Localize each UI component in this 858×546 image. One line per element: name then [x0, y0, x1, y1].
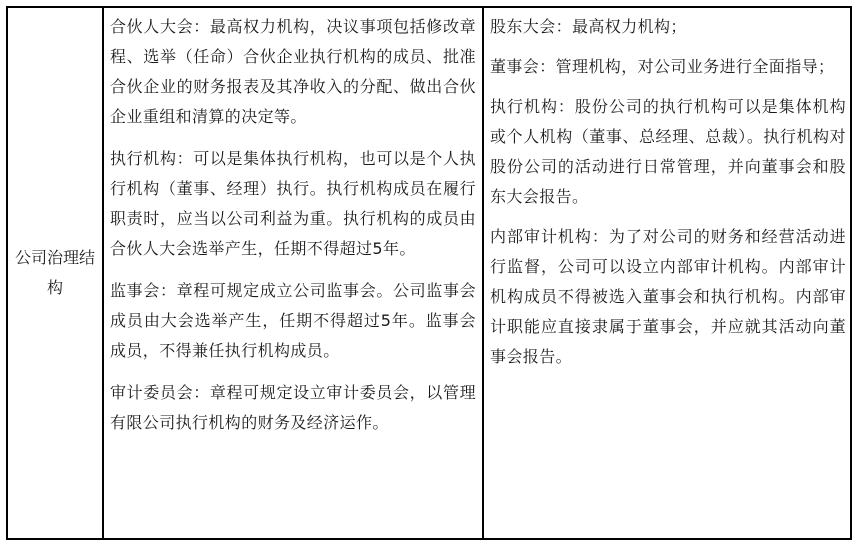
company-shareholders-meeting: 股东大会：最高权力机构；	[490, 17, 687, 36]
company-cell	[484, 8, 850, 538]
company-executive-body: 执行机构：股份公司的执行机构可以是集体机构或个人机构（董事、总经理、总裁）。执行机构对股份公司的活动进行日常管理，并向董事会和股东大会报告。	[490, 97, 846, 206]
company-internal-audit: 内部审计机构：为了对公司的财务和经营活动进行监督，公司可以设立内部审计机构。内部审计机构成员不得被选入董事会和执行机构。内部审计职能应直接隶属于董事会，并应就其活动向董事会报告。	[490, 227, 846, 366]
partnership-general-meeting: 合伙人大会：最高权力机构，决议事项包括修改章程、选举（任命）合伙企业执行机构的成员、批准合伙企业的财务报表及其净收入的分配、做出合伙企业重组和清算的决定等。	[110, 17, 476, 126]
partnership-cell	[104, 8, 484, 538]
company-board-of-directors: 董事会：管理机构，对公司业务进行全面指导；	[490, 57, 835, 76]
partnership-audit-committee: 审计委员会：章程可规定设立审计委员会，以管理有限公司执行机构的财务及经济运作。	[110, 383, 476, 432]
governance-table	[6, 6, 852, 540]
partnership-executive-body: 执行机构：可以是集体执行机构，也可以是个人执行机构（董事、经理）执行。执行机构成员在履行职责时，应当以公司利益为重。执行机构的成员由合伙人大会选举产生，任期不得超过5年。	[110, 149, 476, 258]
row-label: 公司治理结构	[14, 248, 95, 297]
partnership-supervisory-board: 监事会：章程可规定成立公司监事会。公司监事会成员由大会选举产生，任期不得超过5年。监事会成员，不得兼任执行机构成员。	[110, 281, 476, 360]
row-label-cell	[8, 8, 104, 538]
